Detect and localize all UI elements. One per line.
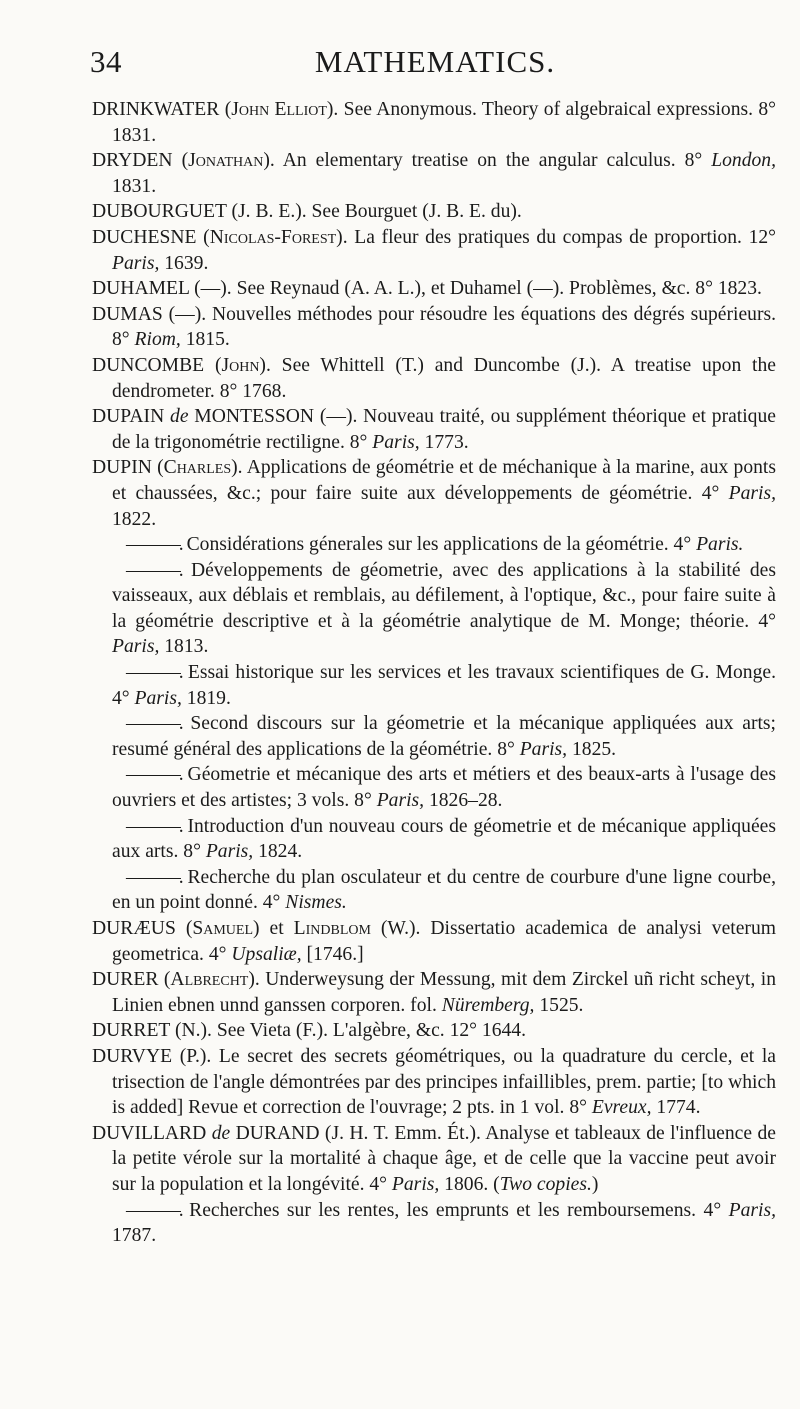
bibliography-entry: [92, 967, 776, 1018]
bibliography-entry: [92, 865, 776, 916]
entry-forename: (Nicolas-Forest).: [203, 226, 348, 248]
entry-place: Paris,: [376, 790, 425, 812]
entry-date: 1806. (: [439, 1173, 500, 1195]
entry-text-2: (W.). Dissertatio academica de analysi veterum geometrica. 4°: [112, 918, 776, 965]
ditto-dash: ———.: [126, 534, 182, 556]
bibliography-entry: [92, 532, 776, 558]
entry-text: Développements de géometrie, avec des applications à la stabilité des vaisseaux, aux déblais et remblais, au défilement, à l'optique, &c., pour faire suite à la géométrie descriptive et à la géométrie analytique de M. Monge; théorie. 4°: [112, 559, 776, 632]
entry-author: DUBOURGUET: [92, 201, 227, 223]
entry-text: See Whittell (T.) and Duncombe (J.). A treatise upon the dendrometer. 8° 1768.: [112, 354, 776, 402]
entry-text: Underweysung der Messung, mit dem Zirckel uñ richt scheyt, in Linien ebnen unnd ganssen corporen. fol.: [112, 969, 776, 1016]
entry-forename: (Albrecht).: [163, 969, 260, 991]
bibliography-entry: [92, 660, 776, 711]
page-header: [90, 44, 780, 84]
entry-place: Nismes.: [285, 892, 347, 914]
ditto-dash: ———.: [126, 662, 182, 684]
entry-place: Evreux,: [591, 1097, 652, 1119]
entry-author: DUNCOMBE: [92, 354, 205, 376]
bibliography-entry: [92, 97, 776, 148]
entry-date: 1773.: [419, 431, 469, 453]
entry-forename: (Samuel): [185, 918, 260, 939]
entry-place: Paris,: [112, 636, 160, 658]
entry-date: 1774.: [651, 1097, 701, 1119]
entry-text: See Reynaud (A. A. L.), et Duhamel (—). Problèmes, &c. 8° 1823.: [231, 278, 762, 300]
bibliography-entry: [92, 148, 776, 199]
bibliography-entry: [92, 1044, 776, 1121]
entry-author: DUHAMEL: [92, 278, 190, 300]
entry-date: 1826–28.: [424, 790, 503, 812]
entry-text: Applications de géométrie et de méchanique à la marine, aux ponts et chaussées, &c.; pour faire suite aux développements de géométrie. 4°: [112, 457, 776, 504]
bibliography-entry: [92, 1018, 776, 1044]
entry-author: DURRET: [92, 1020, 171, 1042]
entry-forename: (Jonathan).: [181, 150, 275, 172]
entry-author: DRINKWATER: [92, 99, 220, 120]
entry-text: Analyse et tableaux de l'influence de la petite vérole sur la mortalité à chaque âge, et de celle que la vaccine peut avoir sur la population et la longévité. 4°: [112, 1122, 776, 1195]
entry-note-close: ): [591, 1173, 599, 1195]
bibliography-entry: [92, 814, 776, 865]
bibliography-entry: [92, 916, 776, 967]
entry-author: DURÆUS: [92, 918, 176, 939]
entry-author: DRYDEN: [92, 150, 173, 172]
entry-text: See Vieta (F.). L'algèbre, &c. 12° 1644.: [211, 1020, 526, 1042]
bibliography-entry: [92, 225, 776, 276]
entry-text: Nouveau traité, ou supplément théorique et pratique de la trigonométrie rectiligne. 8°: [112, 406, 776, 453]
entry-particle: de: [170, 406, 189, 428]
entry-date: 1825.: [567, 738, 617, 760]
ditto-dash: ———.: [126, 815, 182, 837]
entry-text: Recherches sur les rentes, les emprunts et les remboursemens. 4°: [181, 1199, 729, 1221]
entry-place: Upsaliæ,: [231, 943, 302, 965]
entry-date: 1639.: [159, 252, 209, 274]
bibliography-entry: [92, 404, 776, 455]
entry-forename: (—).: [168, 303, 207, 325]
ditto-dash: ———.: [126, 559, 182, 581]
entry-forename: (Charles).: [157, 457, 243, 479]
running-title: MATHEMATICS.: [314, 44, 556, 79]
entry-place: Paris,: [391, 1173, 440, 1195]
bibliography-entry: [92, 353, 776, 404]
entry-text: Géometrie et mécanique des arts et métiers et des beaux-arts à l'usage des ouvriers et des artistes; 3 vols. 8°: [112, 764, 776, 812]
entry-date: 1831.: [112, 175, 157, 197]
entry-date: 1813.: [159, 636, 209, 658]
entry-forename: (N.).: [174, 1020, 212, 1042]
entry-date: 1824.: [253, 841, 303, 863]
entry-date: 1525.: [534, 994, 584, 1016]
entry-author: DUCHESNE: [92, 226, 197, 248]
entry-forename: (J. B. E.).: [231, 201, 307, 223]
entry-text: Nouvelles méthodes pour résoudre les équations des dégrés supérieurs. 8°: [112, 303, 776, 351]
entry-author: DUVILLARD: [92, 1122, 207, 1144]
entry-text: Essai historique sur les services et les travaux scientifiques de G. Monge. 4°: [112, 662, 776, 709]
entry-forename: (John Elliot).: [224, 99, 339, 120]
entry-text: See Bourguet (J. B. E. du).: [306, 201, 522, 223]
ditto-dash: ———.: [126, 764, 182, 786]
entry-place: Paris,: [728, 1199, 776, 1221]
page-number: 34: [90, 44, 122, 79]
entry-author-2: DURAND: [235, 1122, 320, 1144]
bibliography-entry: [92, 558, 776, 660]
entry-text: Recherche du plan osculateur et du centre de courbure d'une ligne courbe, en un point donné. 4°: [112, 866, 776, 914]
entry-place: Paris,: [519, 738, 568, 760]
entry-place: Nüremberg,: [441, 994, 535, 1016]
entry-date: 1822.: [112, 508, 157, 530]
entry-date: 1787.: [112, 1225, 157, 1247]
bibliography-entry: [92, 1198, 776, 1249]
entry-date: 1819.: [181, 687, 231, 709]
entry-forename: (P.).: [179, 1045, 212, 1067]
entry-text: See Anonymous. Theory of algebraical expressions. 8° 1831.: [112, 99, 777, 146]
entry-particle: de: [211, 1122, 231, 1144]
entry-place: London,: [711, 150, 776, 172]
entry-place: Paris,: [728, 482, 776, 504]
entry-place: Riom,: [134, 329, 181, 351]
entry-author: DURVYE: [92, 1045, 173, 1067]
entry-text: La fleur des pratiques du compas de proportion. 12°: [347, 226, 776, 248]
bibliography-entry: [92, 455, 776, 532]
bibliography-entry: [92, 302, 776, 353]
entry-author: DUPIN: [92, 457, 152, 479]
bibliography-entries: [92, 97, 776, 1249]
bibliography-entry: [92, 1121, 776, 1198]
entry-text: et: [259, 918, 294, 939]
entry-author: DUPAIN: [92, 406, 165, 428]
entry-date: [1746.]: [301, 943, 364, 965]
bibliography-entry: [92, 762, 776, 813]
entry-place: Paris,: [372, 431, 420, 453]
ditto-dash: ———.: [126, 1199, 182, 1221]
entry-text: Considérations génerales sur les applications de la géométrie. 4°: [181, 534, 697, 556]
entry-text: Introduction d'un nouveau cours de géometrie et de mécanique appliquées aux arts. 8°: [112, 815, 776, 863]
entry-place: Paris,: [112, 252, 160, 274]
entry-place: Paris.: [696, 534, 744, 556]
entry-author: DUMAS: [92, 303, 163, 325]
entry-text: An elementary treatise on the angular calculus. 8°: [274, 150, 712, 172]
entry-author-2: MONTESSON: [194, 406, 315, 428]
ditto-dash: ———.: [126, 713, 182, 735]
entry-forename: (—).: [194, 278, 232, 300]
entry-forename: (John).: [214, 354, 271, 376]
ditto-dash: ———.: [126, 866, 182, 888]
entry-place: Paris,: [205, 841, 254, 863]
entry-author: DURER: [92, 969, 159, 991]
entry-date: 1815.: [180, 329, 230, 351]
entry-forename: (J. H. T. Emm. Ét.).: [324, 1122, 481, 1144]
entry-text: Second discours sur la géometrie et la mécanique appliquées aux arts; resumé général des applications de la géométrie. 8°: [112, 713, 776, 760]
entry-forename: (—).: [319, 406, 358, 428]
entry-note: Two copies.: [499, 1173, 592, 1195]
entry-coauthor: Lindblom: [293, 918, 371, 939]
entry-text: Le secret des secrets géométriques, ou la quadrature du cercle, et la trisection de l'angle démontrées par des principes infaillibles, prem. partie; [to which is added] Revue et correction de l'ouvrage; 2 pts. in 1 vol. 8°: [112, 1045, 776, 1119]
bibliography-entry: [92, 276, 776, 302]
bibliography-entry: [92, 199, 776, 225]
entry-place: Paris,: [134, 687, 182, 709]
bibliography-entry: [92, 711, 776, 762]
